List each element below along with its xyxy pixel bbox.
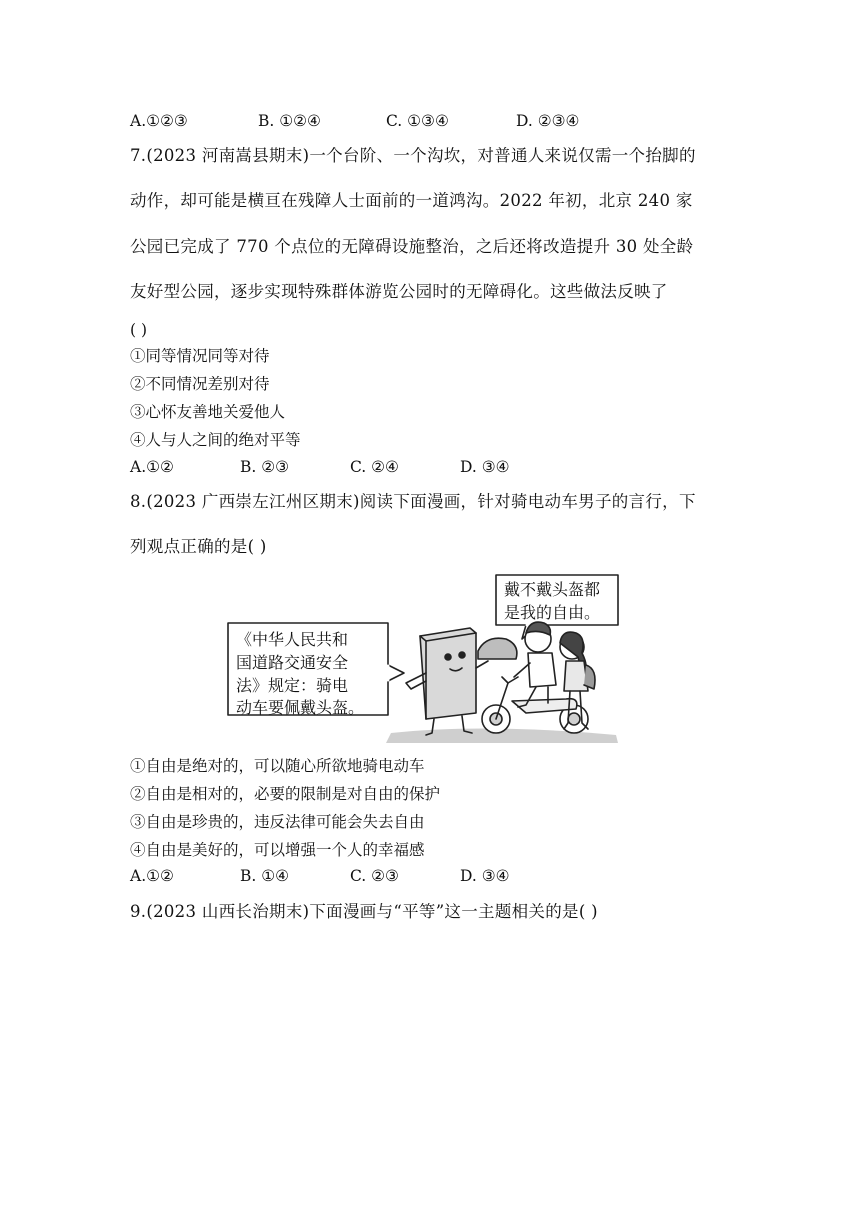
q7-stem-line-3: 公园已完成了 770 个点位的无障碍设施整治，之后还将改造提升 30 处全龄: [130, 237, 694, 256]
q6-option-d: D. ②③④: [516, 112, 580, 130]
q6-option-c: C. ①③④: [386, 112, 449, 130]
rider-bubble-line-1: 戴不戴头盔都: [504, 580, 601, 599]
q7-stem-line-1: 7.(2023 河南嵩县期末)一个台阶、一个沟坎，对普通人来说仅需一个抬脚的: [130, 146, 696, 165]
q7-statement-2: ②不同情况差别对待: [130, 375, 270, 393]
male-rider: [514, 622, 556, 707]
law-bubble-line-1: 《中华人民共和: [236, 630, 349, 649]
q7-statement-4: ④人与人之间的绝对平等: [130, 431, 301, 449]
law-bubble-line-2: 国道路交通安全: [236, 653, 349, 672]
law-bubble-line-3: 法》规定：骑电: [236, 676, 349, 695]
q9-stem: 9.(2023 山西长治期末)下面漫画与“平等”这一主题相关的是( ): [130, 902, 598, 921]
q7-statement-1: ①同等情况同等对待: [130, 347, 270, 365]
q8-statement-4: ④自由是美好的，可以增强一个人的幸福感: [130, 841, 425, 859]
q8-stem-line-2: 列观点正确的是( ): [130, 537, 267, 556]
q8-option-b: B. ①④: [240, 867, 290, 885]
q8-statement-3: ③自由是珍贵的，违反法律可能会失去自由: [130, 813, 425, 831]
q8-stem-line-1: 8.(2023 广西崇左江州区期末)阅读下面漫画，针对骑电动车男子的言行，下: [130, 492, 696, 511]
q7-option-c: C. ②④: [350, 458, 399, 476]
q7-option-a: A.①②: [130, 458, 174, 476]
q7-option-b: B. ②③: [240, 458, 290, 476]
q7-statement-3: ③心怀友善地关爱他人: [130, 403, 286, 421]
law-bubble-line-4: 动车要佩戴头盔。: [236, 698, 365, 717]
q7-stem-line-2: 动作，却可能是横亘在残障人士面前的一道鸿沟。2022 年初，北京 240 家: [130, 191, 693, 210]
law-book-character: [406, 628, 488, 735]
q8-statement-2: ②自由是相对的，必要的限制是对自由的保护: [130, 785, 441, 803]
q8-option-a: A.①②: [130, 867, 174, 885]
q8-option-d: D. ③④: [460, 867, 510, 885]
helmet-cartoon-illustration: [226, 573, 620, 743]
q6-option-b: B. ①②④: [258, 112, 321, 130]
q6-option-a: A.①②③: [130, 112, 188, 130]
q7-option-d: D. ③④: [460, 458, 510, 476]
q7-stem-line-4: 友好型公园，逐步实现特殊群体游览公园时的无障碍化。这些做法反映了: [130, 282, 668, 301]
rider-bubble-line-2: 是我的自由。: [504, 603, 601, 622]
q8-statement-1: ①自由是绝对的，可以随心所欲地骑电动车: [130, 757, 425, 775]
helmet-icon: [478, 638, 517, 659]
q8-option-c: C. ②③: [350, 867, 399, 885]
q7-answer-blank: ( ): [130, 321, 148, 339]
